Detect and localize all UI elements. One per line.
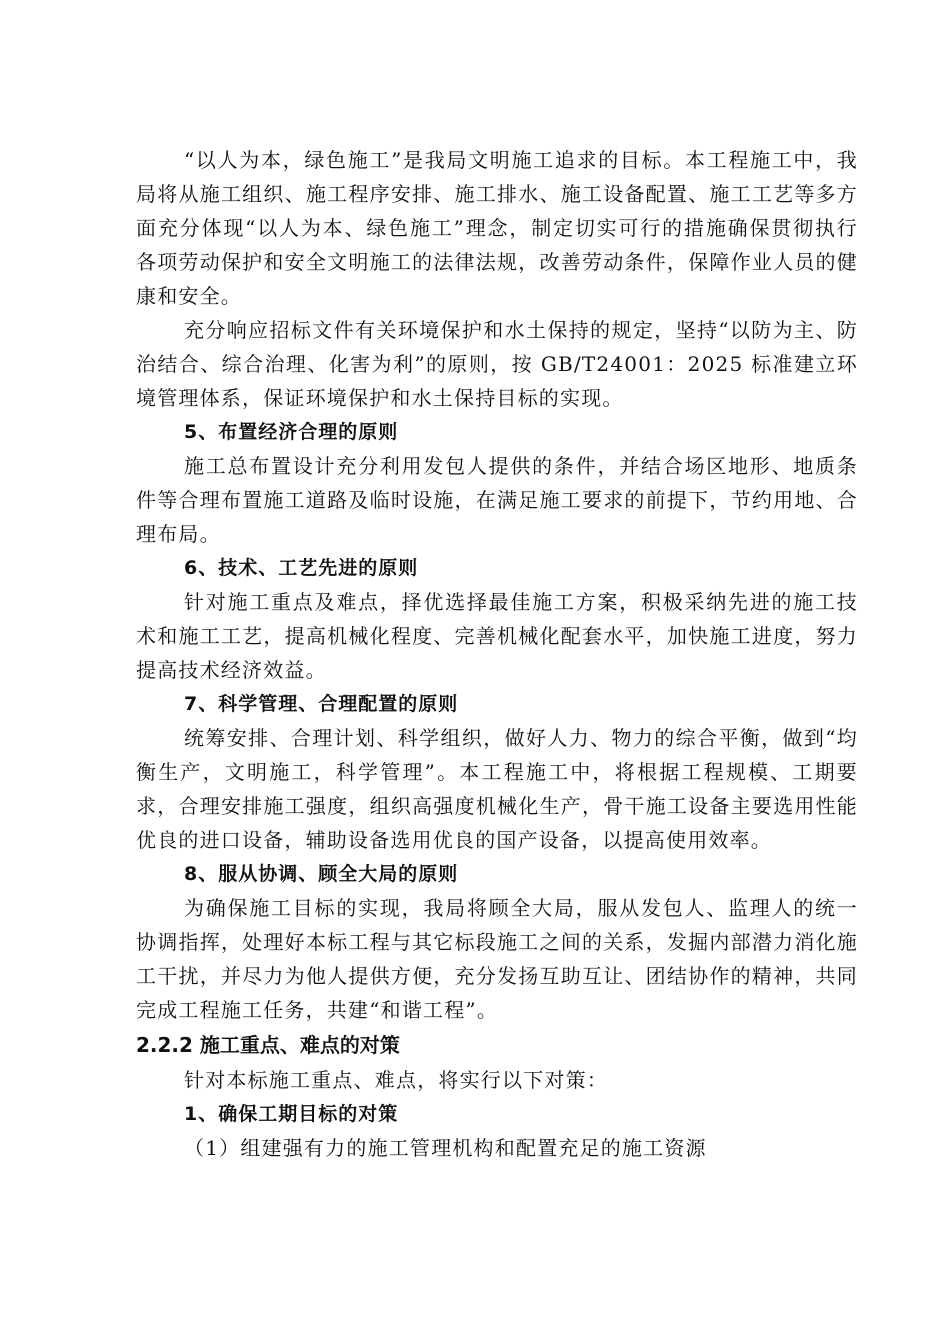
heading-principle-5: 5、布置经济合理的原则	[184, 421, 399, 443]
paragraph-coordination: 为确保施工目标的实现，我局将顾全大局，服从发包人、监理人的统一协调指挥，处理好本标工程与其它标段施工之间的关系，发掘内部潜力消化施工干扰，并尽力为他人提供方便，充分发扬互助互让、团结协作的精神，共同完成工程施工任务，共建“和谐工程”。	[136, 896, 858, 1022]
document-body	[136, 143, 858, 1165]
heading-principle-8: 8、服从协调、顾全大局的原则	[184, 863, 459, 885]
heading-principle-7: 7、科学管理、合理配置的原则	[184, 693, 459, 715]
paragraph-layout: 施工总布置设计充分利用发包人提供的条件，并结合场区地形、地质条件等合理布置施工道路及临时设施，在满足施工要求的前提下，节约用地、合理布局。	[136, 454, 858, 546]
section-heading: 2.2.2 施工重点、难点的对策	[136, 1033, 400, 1057]
list-item: （1）组建强有力的施工管理机构和配置充足的施工资源	[184, 1136, 707, 1160]
heading-principle-6: 6、技术、工艺先进的原则	[184, 557, 419, 579]
paragraph-countermeasures: 针对本标施工重点、难点，将实行以下对策：	[184, 1068, 608, 1092]
paragraph-management: 统筹安排、合理计划、科学组织，做好人力、物力的综合平衡，做到“均衡生产，文明施工，科学管理”。本工程施工中，将根据工程规模、工期要求，合理安排施工强度，组织高强度机械化生产，骨干施工设备主要选用性能优良的进口设备，辅助设备选用优良的国产设备，以提高使用效率。	[136, 726, 858, 852]
heading-schedule-countermeasure: 1、确保工期目标的对策	[184, 1103, 399, 1125]
paragraph-green-construction: “以人为本，绿色施工”是我局文明施工追求的目标。本工程施工中，我局将从施工组织、施工程序安排、施工排水、施工设备配置、施工工艺等多方面充分体现“以人为本、绿色施工”理念，制定切实可行的措施确保贯彻执行各项劳动保护和安全文明施工的法律法规，改善劳动条件，保障作业人员的健康和安全。	[136, 148, 858, 308]
paragraph-environment: 充分响应招标文件有关环境保护和水土保持的规定，坚持“以防为主、防治结合、综合治理、化害为利”的原则，按 GB/T24001：2025 标准建立环境管理体系，保证环境保护和水土保持目标的实现。	[136, 318, 858, 410]
paragraph-technology: 针对施工重点及难点，择优选择最佳施工方案，积极采纳先进的施工技术和施工工艺，提高机械化程度、完善机械化配套水平，加快施工进度，努力提高技术经济效益。	[136, 590, 858, 682]
